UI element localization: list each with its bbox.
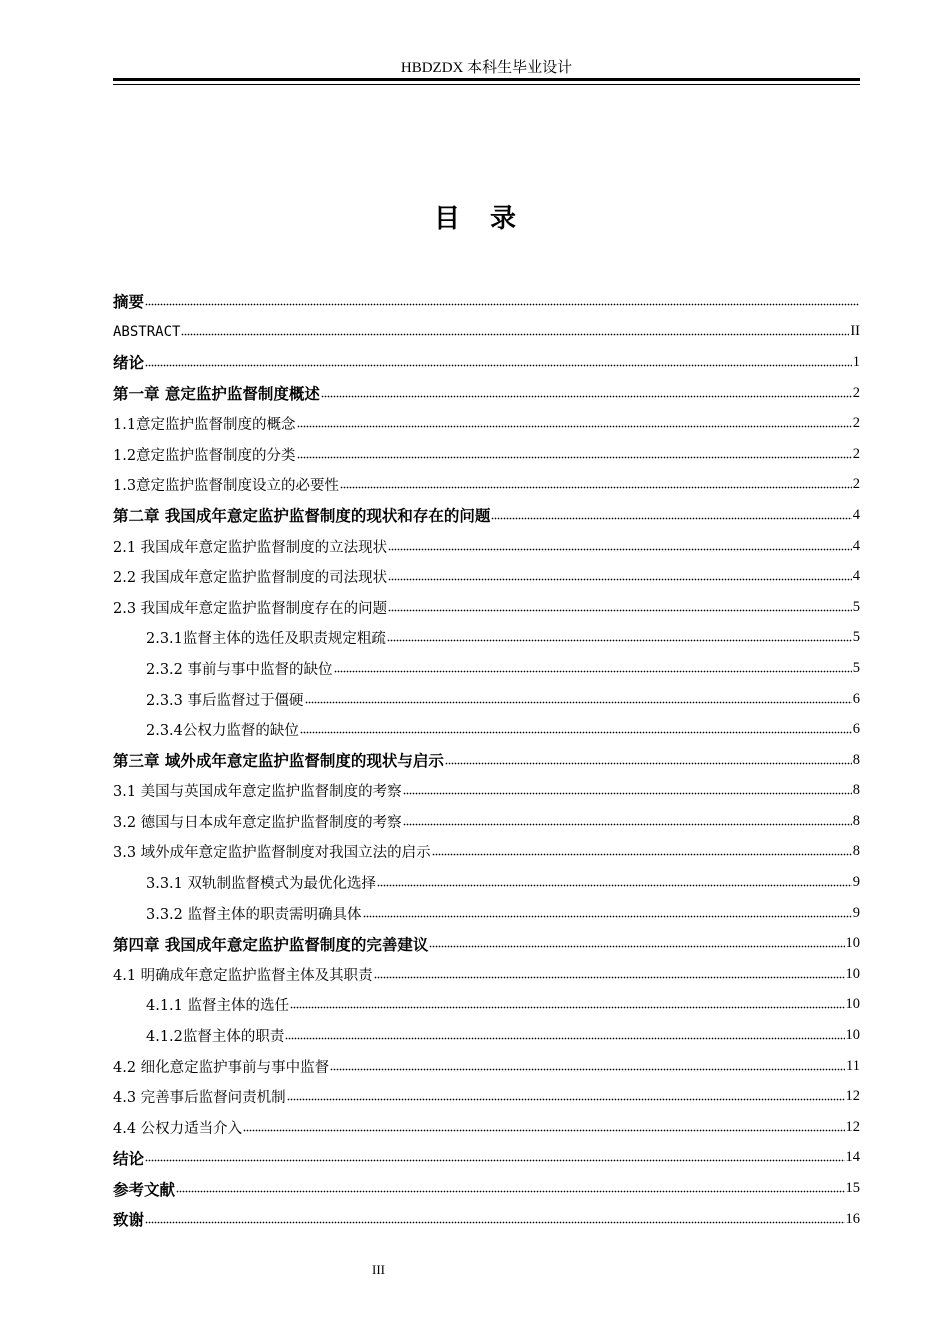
- toc-leader-dots: [243, 1125, 844, 1135]
- toc-entry[interactable]: [113, 959, 860, 990]
- toc-entry-page: 9: [852, 904, 860, 921]
- toc-entry-label: 结论: [113, 1149, 145, 1168]
- toc-entry-page: 2: [852, 415, 860, 432]
- toc-leader-dots: [305, 697, 852, 707]
- toc-entry-label: 4.1.1 监督主体的选任: [146, 998, 290, 1015]
- toc-entry-page: 6: [852, 690, 860, 707]
- toc-leader-dots: [297, 422, 852, 432]
- toc-leader-dots: [363, 911, 852, 921]
- toc-entry[interactable]: [113, 378, 860, 409]
- toc-entry[interactable]: [113, 837, 860, 868]
- toc-entry-page: 15: [845, 1180, 860, 1197]
- toc-leader-dots: [145, 1156, 844, 1166]
- toc-entry-page: 2: [852, 445, 860, 462]
- toc-entry-label: 4.1 明确成年意定监护监督主体及其职责: [113, 967, 373, 984]
- toc-entry-page: 6: [852, 721, 860, 738]
- toc-entry[interactable]: [113, 653, 860, 684]
- toc-entry[interactable]: [113, 470, 860, 501]
- toc-entry-page: 10: [845, 965, 860, 982]
- toc-entry-page: 14: [845, 1149, 860, 1166]
- toc-entry-page: 9: [852, 874, 860, 891]
- toc-entry-page: 4: [852, 506, 860, 523]
- toc-entry-label: 3.1 美国与英国成年意定监护监督制度的考察: [113, 784, 402, 801]
- toc-entry[interactable]: [113, 990, 860, 1021]
- toc-leader-dots: [297, 452, 852, 462]
- toc-leader-dots: [374, 972, 845, 982]
- toc-entry-label: 第一章 意定监护监督制度概述: [113, 385, 320, 404]
- toc-entry[interactable]: [113, 1020, 860, 1051]
- toc-entry-label: 3.2 德国与日本成年意定监护监督制度的考察: [113, 814, 402, 831]
- toc-leader-dots: [176, 1187, 844, 1197]
- toc-entry-label: 2.3.3 事后监督过于僵硬: [146, 692, 304, 709]
- toc-leader-dots: [145, 1217, 844, 1227]
- toc-entry[interactable]: [113, 592, 860, 623]
- toc-title: [0, 198, 950, 235]
- toc-entry[interactable]: [113, 776, 860, 807]
- toc-leader-dots: [287, 1095, 845, 1105]
- toc-leader-dots: [300, 728, 852, 738]
- toc-entry-label: 4.4 公权力适当介入: [113, 1120, 243, 1137]
- page-header: HBDZDX 本科生毕业设计: [400, 60, 573, 76]
- toc-entry-label: 2.2 我国成年意定监护监督制度的司法现状: [113, 570, 388, 587]
- toc-entry-label: 4.1.2监督主体的职责: [146, 1029, 285, 1046]
- toc-entry[interactable]: [113, 1173, 860, 1204]
- toc-entry-label: 2.3.4公权力监督的缺位: [146, 723, 299, 740]
- toc-entry-page: 10: [845, 996, 860, 1013]
- toc-entry[interactable]: [113, 867, 860, 898]
- toc-entry-label: 1.3意定监护监督制度设立的必要性: [113, 478, 340, 495]
- toc-entry[interactable]: [113, 408, 860, 439]
- toc-entry-label: 4.2 细化意定监护事前与事中监督: [113, 1059, 330, 1076]
- toc-leader-dots: [429, 942, 844, 952]
- toc-title-char-2: 录: [490, 204, 517, 234]
- header-rule-thin: [113, 84, 860, 85]
- toc-entry[interactable]: [113, 1143, 860, 1174]
- toc-entry-label: 1.1意定监护监督制度的概念: [113, 417, 296, 434]
- toc-leader-dots: [321, 391, 852, 401]
- toc-entry[interactable]: [113, 286, 860, 317]
- toc-leader-dots: [340, 483, 852, 493]
- toc-entry-page: 10: [845, 935, 860, 952]
- toc-entry-label: 3.3.1 双轨制监督模式为最优化选择: [146, 876, 377, 893]
- toc-entry-page: 5: [852, 598, 860, 615]
- page-number: III: [372, 1262, 385, 1277]
- toc-entry[interactable]: [113, 745, 860, 776]
- toc-entry-page: 2: [852, 384, 860, 401]
- toc-entry-page: 12: [845, 1088, 860, 1105]
- toc-entry[interactable]: [113, 714, 860, 745]
- toc-entry-label: 3.3.2 监督主体的职责需明确具体: [146, 906, 362, 923]
- toc-entry-label: 2.3.2 事前与事中监督的缺位: [146, 661, 333, 678]
- toc-leader-dots: [330, 1064, 845, 1074]
- toc-leader-dots: [491, 513, 851, 523]
- toc-entry-label: 参考文献: [113, 1180, 176, 1199]
- toc-leader-dots: [285, 1034, 844, 1044]
- toc-entry-page: 10: [845, 1027, 860, 1044]
- toc-entry[interactable]: [113, 898, 860, 929]
- toc-entry-page: 4: [852, 568, 860, 585]
- toc-entry-label: 绪论: [113, 354, 145, 373]
- toc-entry[interactable]: [113, 500, 860, 531]
- toc-entry-page: 16: [845, 1210, 860, 1227]
- toc-entry-page: 8: [852, 843, 860, 860]
- toc-entry-page: 8: [852, 812, 860, 829]
- toc-leader-dots: [145, 360, 852, 370]
- toc-entry-label: 2.1 我国成年意定监护监督制度的立法现状: [113, 539, 388, 556]
- toc-entry[interactable]: [113, 684, 860, 715]
- toc-leader-dots: [403, 789, 852, 799]
- toc-leader-dots: [334, 666, 852, 676]
- toc-entry[interactable]: [113, 561, 860, 592]
- toc-entry-label: 致谢: [113, 1211, 145, 1230]
- toc-entry[interactable]: [113, 347, 860, 378]
- toc-entry-page: 4: [852, 537, 860, 554]
- toc-leader-dots: [388, 605, 852, 615]
- toc-leader-dots: [432, 850, 852, 860]
- toc-leader-dots: [145, 299, 859, 309]
- toc-leader-dots: [445, 758, 852, 768]
- toc-entry-label: 3.3 域外成年意定监护监督制度对我国立法的启示: [113, 845, 431, 862]
- toc-entry-page: II: [850, 323, 860, 340]
- toc-entry-label: 第三章 域外成年意定监护监督制度的现状与启示: [113, 752, 444, 771]
- toc-entry-label: 1.2意定监护监督制度的分类: [113, 447, 296, 464]
- toc-entry-label: ABSTRACT: [113, 323, 181, 340]
- toc-entry-label: 第二章 我国成年意定监护监督制度的现状和存在的问题: [113, 507, 491, 526]
- toc-entry[interactable]: [113, 1051, 860, 1082]
- toc-entry-label: 2.3 我国成年意定监护监督制度存在的问题: [113, 600, 388, 617]
- toc-title-char-1: 目: [433, 204, 460, 234]
- toc-entry[interactable]: [113, 439, 860, 470]
- toc-entry-label: 2.3.1监督主体的选任及职责规定粗疏: [146, 631, 386, 648]
- toc-leader-dots: [403, 819, 852, 829]
- toc-entry-label: 摘要: [113, 293, 145, 312]
- toc-entry-page: 5: [852, 629, 860, 646]
- toc-entry[interactable]: [113, 623, 860, 654]
- toc-entry-page: 5: [852, 659, 860, 676]
- toc-entry-page: 11: [846, 1057, 860, 1074]
- toc-entry-page: 8: [852, 782, 860, 799]
- toc-entry-label: 4.3 完善事后监督问责机制: [113, 1090, 286, 1107]
- table-of-contents: [113, 286, 860, 1234]
- toc-leader-dots: [290, 1003, 844, 1013]
- toc-entry-page: 8: [852, 751, 860, 768]
- toc-entry[interactable]: [113, 1204, 860, 1235]
- toc-entry[interactable]: [113, 806, 860, 837]
- toc-leader-dots: [387, 636, 852, 646]
- toc-entry[interactable]: [113, 531, 860, 562]
- toc-leader-dots: [388, 544, 852, 554]
- toc-leader-dots: [388, 575, 852, 585]
- toc-entry[interactable]: [113, 928, 860, 959]
- toc-leader-dots: [377, 881, 852, 891]
- toc-entry[interactable]: [113, 317, 860, 348]
- toc-entry[interactable]: [113, 1081, 860, 1112]
- toc-leader-dots: [181, 330, 849, 340]
- header-rule-thick: [113, 78, 860, 81]
- toc-entry-page: 1: [852, 353, 860, 370]
- toc-entry-label: 第四章 我国成年意定监护监督制度的完善建议: [113, 935, 429, 954]
- toc-entry[interactable]: [113, 1112, 860, 1143]
- toc-entry-page: 2: [852, 476, 860, 493]
- toc-entry-page: 12: [845, 1118, 860, 1135]
